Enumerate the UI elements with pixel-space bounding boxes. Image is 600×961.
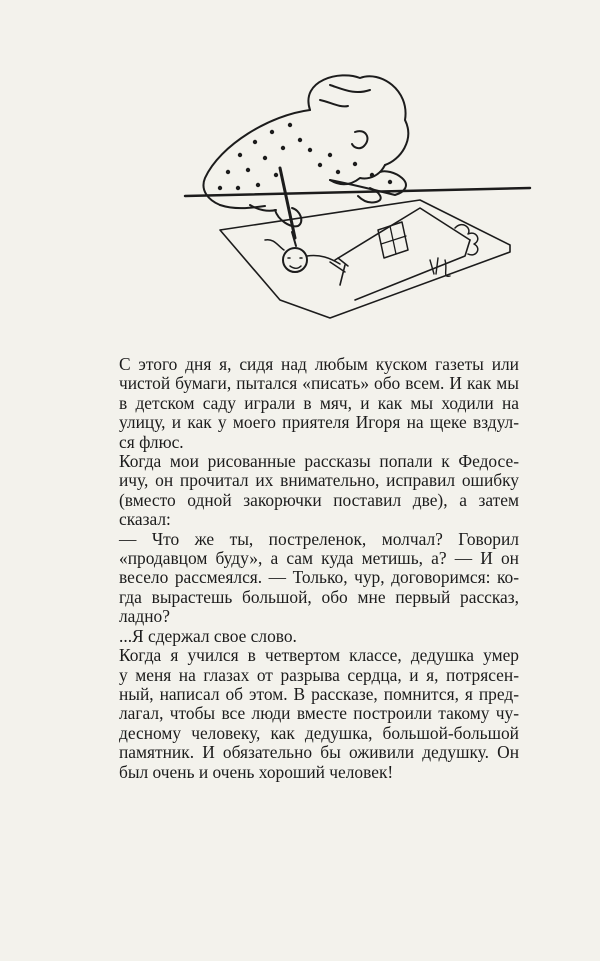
text-line: Когда я учился в четвертом классе, дедушка умер (119, 645, 519, 666)
text-line: ичу, он прочитал их внимательно, исправил ошибку (119, 470, 519, 491)
boy-drawing-illustration (180, 60, 540, 340)
paragraph-2 (119, 452, 519, 530)
text-line: был очень и очень хороший человек! (119, 761, 394, 782)
text-line: памятник. И обязательно бы оживили дедушку. Он (119, 742, 519, 763)
text-line: ный, написал об этом. В рассказе, помнится, я пред- (119, 683, 519, 704)
text-line: гда вырастешь большой, обо мне первый рассказ, (119, 586, 519, 607)
paragraph-4 (119, 627, 519, 646)
text-line: сказал: (119, 509, 171, 530)
text-line: лагал, чтобы все люди вместе построили такому чу- (119, 703, 519, 724)
paragraph-3 (119, 530, 519, 627)
text-line: у меня на глазах от разрыва сердца, и я, потрясен- (119, 664, 519, 685)
paragraph-1 (119, 355, 519, 452)
text-line: десному человеку, как дедушка, большой-большой (119, 722, 519, 743)
text-line: «продавцом буду», а сам куда метишь, а? — И он (119, 548, 519, 569)
text-line: ...Я сдержал свое слово. (119, 625, 297, 646)
text-line: (вместо одной закорючки поставил две), а затем (119, 489, 519, 510)
text-line: С этого дня я, сидя над любым куском газеты или (119, 354, 519, 374)
story-text (119, 355, 519, 782)
text-line: ладно? (119, 606, 170, 627)
text-line: улицу, и как у моего приятеля Игоря на щеке вздул- (119, 412, 519, 433)
text-line: в детском саду играли в мяч, и как мы ходили на (119, 392, 519, 413)
text-line: — Что же ты, постреленок, молчал? Говорил (119, 528, 519, 549)
text-line: чистой бумаги, пытался «писать» обо всем. И как мы (119, 373, 519, 394)
text-line: весело рассмеялся. — Только, чур, договоримся: ко- (119, 567, 519, 588)
paragraph-5 (119, 646, 519, 782)
text-line: Когда мои рисованные рассказы попали к Федосе- (119, 451, 519, 472)
text-line: ся флюс. (119, 431, 184, 452)
